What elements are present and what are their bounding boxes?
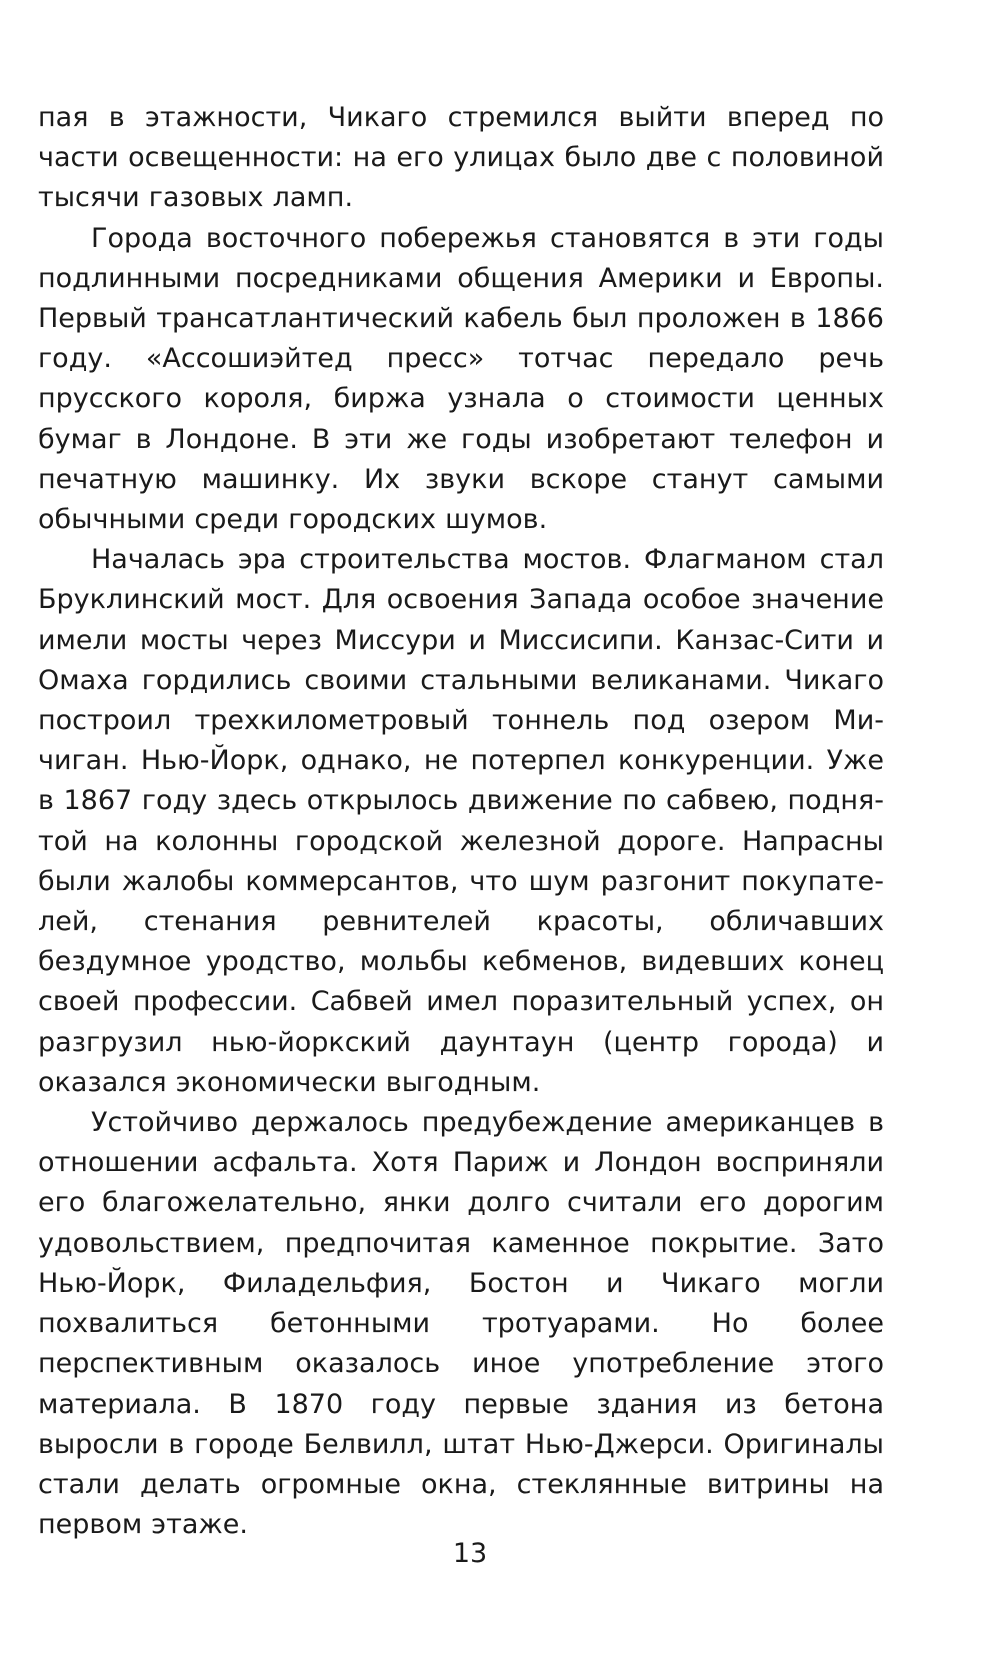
paragraph-continuation: пая в этажности, Чикаго стремился выйти вперед по части освещенности: на его улицах было две с половиной тысячи газовых ламп. [38,102,884,214]
paragraph: Устойчиво держалось предубеждение американцев в отношении асфальта. Хотя Париж и Лондон восприняли его благожелательно, янки долго считали его дорогим удовольствием, предпочитая каменное покрытие. Зато Нью-Йорк, Филадельфия, Бостон и Чикаго могли похвалиться бетонными тротуарами. Но более перспективным оказалось иное употребление этого материала. В 1870 году первые здания из бетона выросли в городе Белвилл, штат Нью-Джерси. Оригиналы стали делать огромные окна, стеклянные витрины на первом этаже. [38,1107,884,1541]
paragraph: Города восточного побережья становятся в эти годы подлинными посредниками общения Америки и Европы. Первый трансатлантический кабель был проложен в 1866 году. «Ассошиэйтед пресс» тотчас передало речь прусского короля, биржа узнала о стоимости ценных бумаг в Лондоне. В эти же годы изобретают телефон и печатную машинку. Их звуки вскоре станут самыми обычными среди городских шумов. [38,222,884,536]
page-body [38,98,884,1545]
page-number: 13 [452,1538,488,1569]
paragraph: Началась эра строительства мостов. Флагманом стал Бруклинский мост. Для освоения Запада особое значение имели мосты через Миссури и Миссисипи. Канзас-Сити и Омаха гордились своими стальными великанами. Чикаго построил трехкилометровый тоннель под озером Мичиган. Нью-Йорк, однако, не потерпел конкуренции. Уже в 1867 году здесь открылось движение по сабвею, поднятой на колонны городской железной дороге. Напрасны были жалобы коммерсантов, что шум разгонит покупателей, стенания ревнителей красоты, обличавших бездумное уродство, мольбы кебменов, видевших конец своей профессии. Сабвей имел поразительный успех, он разгрузил нью-йоркский даунтаун (центр города) и оказался экономически выгодным. [38,544,884,1098]
